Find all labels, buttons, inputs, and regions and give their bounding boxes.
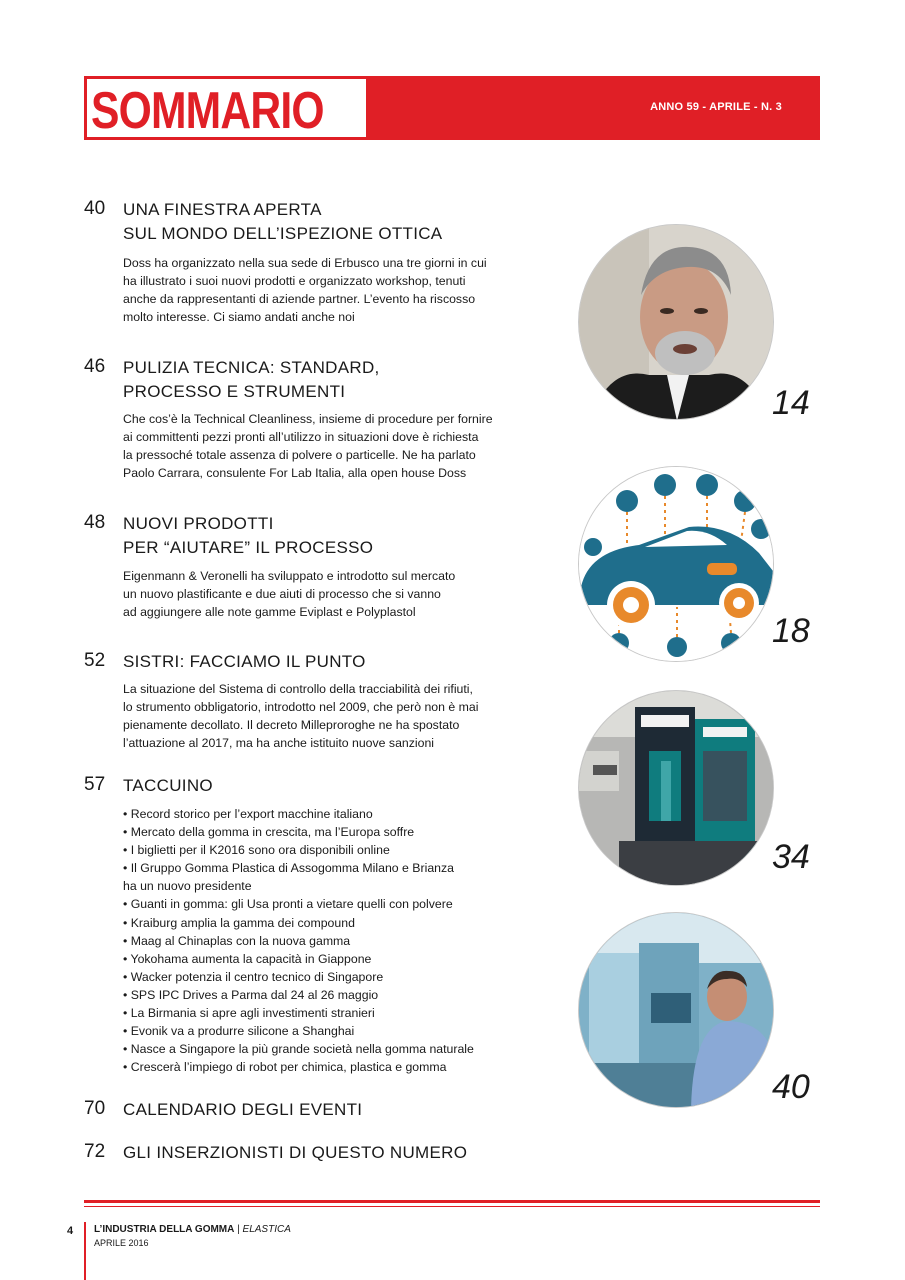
- list-item: • Evonik va a produrre silicone a Shanghai: [123, 1024, 355, 1039]
- desc-line: Eigenmann & Veronelli ha sviluppato e introdotto sul mercato: [123, 569, 456, 583]
- list-item: • Il Gruppo Gomma Plastica di Assogomma Milano e Brianza: [123, 861, 454, 876]
- desc-line: molto interesse. Ci siamo andati anche noi: [123, 310, 355, 324]
- list-item: • Wacker potenzia il centro tecnico di Singapore: [123, 969, 384, 984]
- list-item: • SPS IPC Drives a Parma dal 24 al 26 maggio: [123, 987, 379, 1002]
- desc-line: Che cos’è la Technical Cleanliness, insieme di procedure per fornire: [123, 412, 493, 426]
- entry-description: [123, 410, 553, 482]
- entry-description: [123, 680, 553, 752]
- entry-page-number: 46: [84, 356, 106, 377]
- entry-title[interactable]: TACCUINO: [123, 776, 213, 795]
- magazine-separator: |: [234, 1224, 243, 1235]
- machine-illustration: [579, 691, 774, 886]
- list-item: • Nasce a Singapore la più grande società nella gomma naturale: [123, 1042, 474, 1057]
- magazine-title: L’INDUSTRIA DELLA GOMMA: [94, 1224, 235, 1235]
- desc-line: pienamente decollato. Il decreto Milleproroghe ne ha spostato: [123, 718, 460, 732]
- desc-line: ad aggiungere alle note gamme Eviplast e Polyplastol: [123, 605, 416, 619]
- list-item: • Kraiburg amplia la gamma dei compound: [123, 915, 355, 930]
- photo-page-ref: 40: [772, 1068, 810, 1106]
- desc-line: ha illustrato i suoi nuovi prodotti e organizzato workshop, tenuti: [123, 274, 466, 288]
- entry-title[interactable]: NUOVI PRODOTTI PER “AIUTARE” IL PROCESSO: [123, 514, 374, 557]
- list-item: • Mercato della gomma in crescita, ma l’Europa soffre: [123, 825, 415, 840]
- list-item: • Crescerà l’impiego di robot per chimica, plastica e gomma: [123, 1060, 447, 1075]
- entry-title[interactable]: PULIZIA TECNICA: STANDARD, PROCESSO E STRUMENTI: [123, 358, 380, 401]
- entry-title[interactable]: UNA FINESTRA APERTA SUL MONDO DELL’ISPEZIONE OTTICA: [123, 200, 443, 243]
- magazine-subtitle: ELASTICA: [242, 1224, 291, 1235]
- lab-illustration: [579, 913, 774, 1108]
- photo-page-ref: 18: [772, 612, 810, 650]
- footer-divider-thin: [84, 1206, 820, 1207]
- page-title: SOMMARIO: [91, 82, 324, 140]
- entry-page-number: 48: [84, 512, 106, 533]
- issue-info: ANNO 59 - APRILE - N. 3: [650, 101, 782, 113]
- photo-car-infographic[interactable]: [578, 466, 774, 662]
- entry-page-number: 40: [84, 198, 106, 219]
- title-box: [84, 76, 369, 140]
- footer-divider: [84, 1200, 820, 1203]
- page-number: 4: [67, 1225, 74, 1237]
- list-item: • Yokohama aumenta la capacità in Giappone: [123, 951, 372, 966]
- list-item: • Guanti in gomma: gli Usa pronti a vietare quelli con polvere: [123, 897, 453, 912]
- list-item: ha un nuovo presidente: [123, 879, 252, 894]
- desc-line: La situazione del Sistema di controllo della tracciabilità dei rifiuti,: [123, 682, 473, 696]
- entry-page-number: 70: [84, 1098, 106, 1119]
- entry-title[interactable]: SISTRI: FACCIAMO IL PUNTO: [123, 652, 366, 671]
- list-item: • La Birmania si apre agli investimenti stranieri: [123, 1006, 375, 1021]
- desc-line: la pressoché totale assenza di polvere o particelle. Ne ha parlato: [123, 448, 476, 462]
- list-item: • Maag al Chinaplas con la nuova gamma: [123, 933, 351, 948]
- desc-line: ai committenti pezzi pronti all’utilizzo in situazioni dove è richiesta: [123, 430, 479, 444]
- desc-line: anche da rappresentanti di aziende partner. L’evento ha riscosso: [123, 292, 476, 306]
- list-item: • I biglietti per il K2016 sono ora disponibili online: [123, 843, 390, 858]
- desc-line: un nuovo plastificante e due aiuti di processo che si vanno: [123, 587, 441, 601]
- photo-portrait[interactable]: [578, 224, 774, 420]
- footer-vertical-bar: [84, 1222, 86, 1280]
- photo-page-ref: 14: [772, 384, 810, 422]
- header-banner: [84, 76, 820, 140]
- entry-title[interactable]: GLI INSERZIONISTI DI QUESTO NUMERO: [123, 1143, 468, 1162]
- desc-line: l’attuazione al 2017, ma ha anche istituito nuove sanzioni: [123, 736, 435, 750]
- entry-title[interactable]: CALENDARIO DEGLI EVENTI: [123, 1100, 363, 1119]
- desc-line: lo strumento obbligatorio, introdotto nel 2009, che però non è mai: [123, 700, 479, 714]
- desc-line: Paolo Carrara, consulente For Lab Italia, alla open house Doss: [123, 466, 467, 480]
- photo-machine[interactable]: [578, 690, 774, 886]
- entry-description: [123, 254, 553, 326]
- entry-page-number: 72: [84, 1141, 106, 1162]
- photo-page-ref: 34: [772, 838, 810, 876]
- magazine-name: [94, 1224, 291, 1235]
- car-illustration: [579, 467, 774, 662]
- entry-page-number: 52: [84, 650, 106, 671]
- entry-description: [123, 567, 553, 621]
- portrait-illustration: [579, 225, 774, 420]
- issue-date: APRILE 2016: [94, 1238, 149, 1248]
- photo-lab[interactable]: [578, 912, 774, 1108]
- desc-line: Doss ha organizzato nella sua sede di Erbusco una tre giorni in cui: [123, 256, 487, 270]
- list-item: • Record storico per l’export macchine italiano: [123, 807, 373, 821]
- entry-page-number: 57: [84, 774, 106, 795]
- taccuino-list: [123, 805, 474, 1076]
